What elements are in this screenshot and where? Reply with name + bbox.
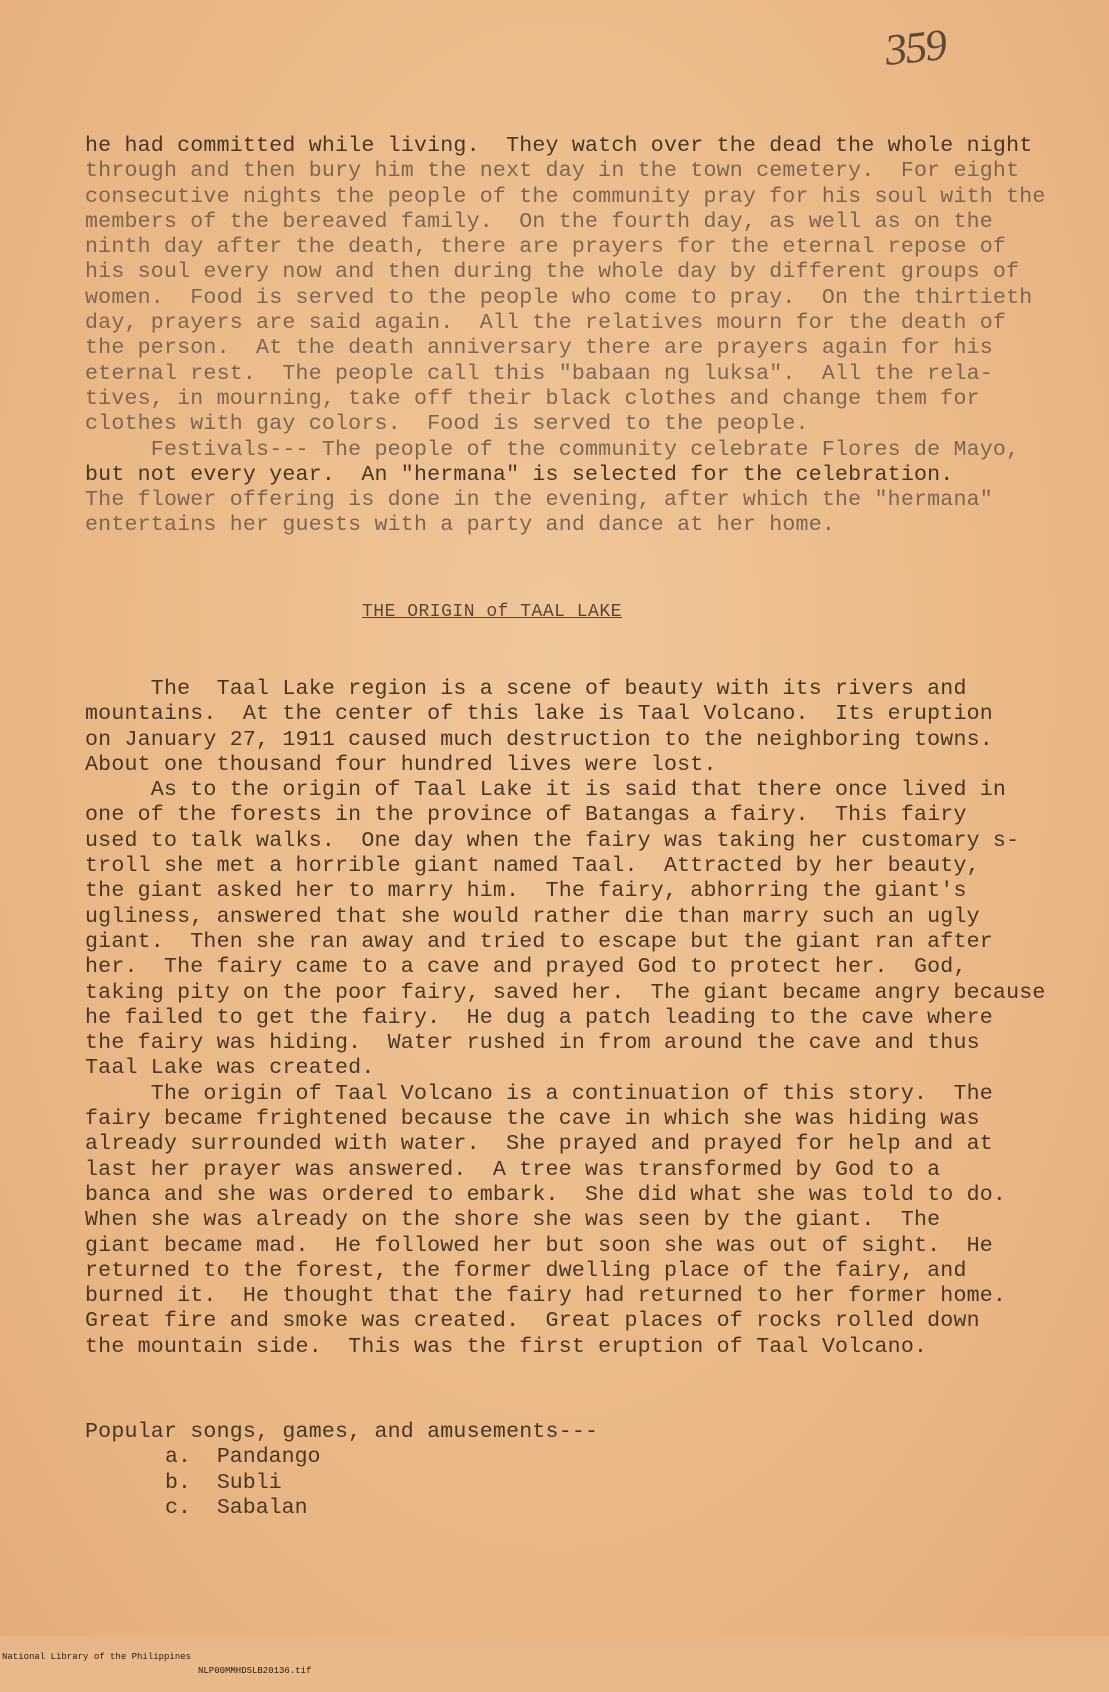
text-line: About one thousand four hundred lives were lost. [85,752,717,777]
text-line: clothes with gay colors. Food is served to the people. [85,412,809,437]
page-number: 359 [882,19,948,76]
section-origin-of-taal-lake [85,677,1045,1360]
text-line: mountains. At the center of this lake is Taal Volcano. Its eruption [85,702,993,727]
text-line: tives, in mourning, take off their black clothes and change them for [85,386,980,411]
text-line: As to the origin of Taal Lake it is said that there once lived in [85,778,1007,803]
text-line: Great fire and smoke was created. Great places of rocks rolled down [85,1309,980,1334]
text-line: The Taal Lake region is a scene of beauty with its rivers and [85,677,967,701]
text-line: When she was already on the shore she was seen by the giant. The [85,1208,941,1233]
text-line: the giant asked her to marry him. The fairy, abhorring the giant's [85,879,967,904]
text-line: the fairy was hiding. Water rushed in from around the cave and thus [85,1031,980,1056]
text-line: Festivals--- The people of the community celebrate Flores de Mayo, [85,437,1020,462]
text-line: the person. At the death anniversary there are prayers again for his [85,336,993,361]
text-line: he failed to get the fairy. He dug a patch leading to the cave where [85,1005,993,1030]
list-item: c. Sabalan [165,1495,308,1520]
text-line: the mountain side. This was the first eruption of Taal Volcano. [85,1334,928,1359]
text-line: burned it. He thought that the fairy had returned to her former home. [85,1284,1007,1309]
text-line: but not every year. An "hermana" is selected for the celebration. [85,462,954,487]
text-line: entertains her guests with a party and dance at her home. [85,513,836,538]
text-line: one of the forests in the province of Batangas a fairy. This fairy [85,803,967,828]
text-line: eternal rest. The people call this "babaan ng luksa". All the rela- [85,361,993,386]
footer-file-name: NLP00MMHDSLB20136.tif [198,1666,312,1676]
text-line: he had committed while living. They watch over the dead the whole night [85,134,1033,158]
text-line: last her prayer was answered. A tree was transformed by God to a [85,1157,941,1182]
text-line: The origin of Taal Volcano is a continuation of this story. The [85,1081,993,1106]
scan-footer [0,1636,1109,1676]
text-line: on January 27, 1911 caused much destruction to the neighboring towns. [85,727,993,752]
text-line: The flower offering is done in the evening, after which the "hermana" [85,488,993,513]
text-line: troll she met a horrible giant named Taal. Attracted by her beauty, [85,854,980,879]
text-line: taking pity on the poor fairy, saved her. The giant became angry because [85,980,1046,1005]
text-line: giant. Then she ran away and tried to escape but the giant ran after [85,929,993,954]
text-line: consecutive nights the people of the community pray for his soul with the [85,184,1046,209]
text-line: ninth day after the death, there are prayers for the eternal repose of [85,235,1007,260]
footer-library-name: National Library of the Philippines [2,1652,192,1662]
list-heading: Popular songs, games, and amusements--- [85,1420,599,1444]
text-line: already surrounded with water. She prayed and prayed for help and at [85,1132,993,1157]
popular-songs-list [85,1420,598,1521]
text-line: ugliness, answered that she would rather die than marry such an ugly [85,904,980,929]
text-line: returned to the forest, the former dwelling place of the fairy, and [85,1258,967,1283]
text-line: through and then bury him the next day in the town cemetery. For eight [85,159,1020,184]
text-line: giant became mad. He followed her but soon she was out of sight. He [85,1233,993,1258]
story-title-block [362,601,622,623]
text-line: banca and she was ordered to embark. She did what she was told to do. [85,1182,1007,1207]
text-line: women. Food is served to the people who come to pray. On the thirtieth [85,285,1033,310]
text-line: day, prayers are said again. All the relatives mourn for the death of [85,311,1007,336]
text-line: her. The fairy came to a cave and prayed God to protect her. God, [85,955,967,980]
text-line: used to talk walks. One day when the fairy was taking her customary s- [85,828,1020,853]
list-item: b. Subli [165,1470,282,1495]
text-line: his soul every now and then during the whole day by different groups of [85,260,1020,285]
section-death-and-festivals [85,134,1045,539]
text-line: Taal Lake was created. [85,1056,375,1081]
list-item: a. Pandango [165,1445,321,1470]
text-line: fairy became frightened because the cave in which she was hiding was [85,1107,980,1132]
story-title: THE ORIGIN of TAAL LAKE [362,602,622,622]
text-line: members of the bereaved family. On the fourth day, as well as on the [85,209,993,234]
